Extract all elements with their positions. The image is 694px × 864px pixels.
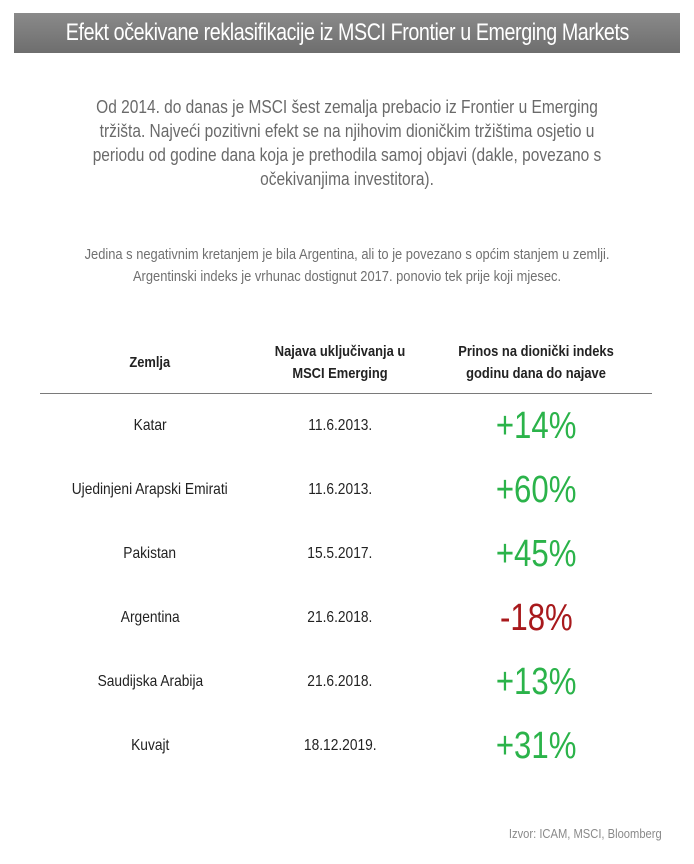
row-country: Katar: [133, 417, 167, 434]
table-row: [40, 522, 652, 586]
row-return: +31%: [495, 725, 577, 767]
table-row: [40, 586, 652, 650]
source-note: Izvor: ICAM, MSCI, Bloomberg: [509, 826, 662, 841]
row-country: Argentina: [120, 609, 180, 626]
table-row: [40, 650, 652, 714]
row-date: 11.6.2013.: [307, 417, 373, 434]
table-row: [40, 714, 652, 778]
header-announcement: Najava uključivanja u MSCI Emerging: [274, 343, 406, 382]
row-country: Pakistan: [123, 545, 177, 562]
row-return: +60%: [495, 469, 577, 511]
row-country: Saudijska Arabija: [97, 673, 203, 690]
row-date: 11.6.2013.: [307, 481, 373, 498]
row-country: Ujedinjeni Arapski Emirati: [71, 481, 229, 498]
reclassification-table: [40, 333, 652, 778]
row-date: 15.5.2017.: [307, 545, 373, 562]
row-return: -18%: [499, 597, 573, 639]
row-date: 18.12.2019.: [303, 737, 377, 754]
header-country: Zemlja: [129, 354, 171, 371]
intro-paragraph: [40, 95, 654, 191]
table-body: [40, 394, 652, 778]
row-country: Kuvajt: [130, 737, 170, 754]
row-date: 21.6.2018.: [307, 673, 373, 690]
row-return: +14%: [495, 405, 577, 447]
table-row: [40, 394, 652, 458]
table-header: [40, 333, 652, 394]
note-text: Jedina s negativnim kretanjem je bila Argentina, ali to je povezano s općim stanjem u zemlji. Argentinski indeks je vrhunac dostignut 2017. ponovio tek prije koji mjesec.: [84, 246, 610, 285]
note-paragraph: [20, 244, 674, 288]
page-title: Efekt očekivane reklasifikacije iz MSCI Frontier u Emerging Markets: [65, 19, 629, 46]
row-date: 21.6.2018.: [307, 609, 373, 626]
header-return: Prinos na dionički indeks godinu dana do najave: [458, 343, 614, 382]
row-return: +13%: [495, 661, 577, 703]
table-row: [40, 458, 652, 522]
intro-text: Od 2014. do danas je MSCI šest zemalja prebacio iz Frontier u Emerging tržišta. Najveći pozitivni efekt se na njihovim dioničkim tržištima osjetio u periodu od godine dana koja je prethodila samoj objavi (dakle, povezano s očekivanjima investitora).: [92, 97, 602, 189]
row-return: +45%: [495, 533, 577, 575]
title-bar: [14, 13, 680, 53]
